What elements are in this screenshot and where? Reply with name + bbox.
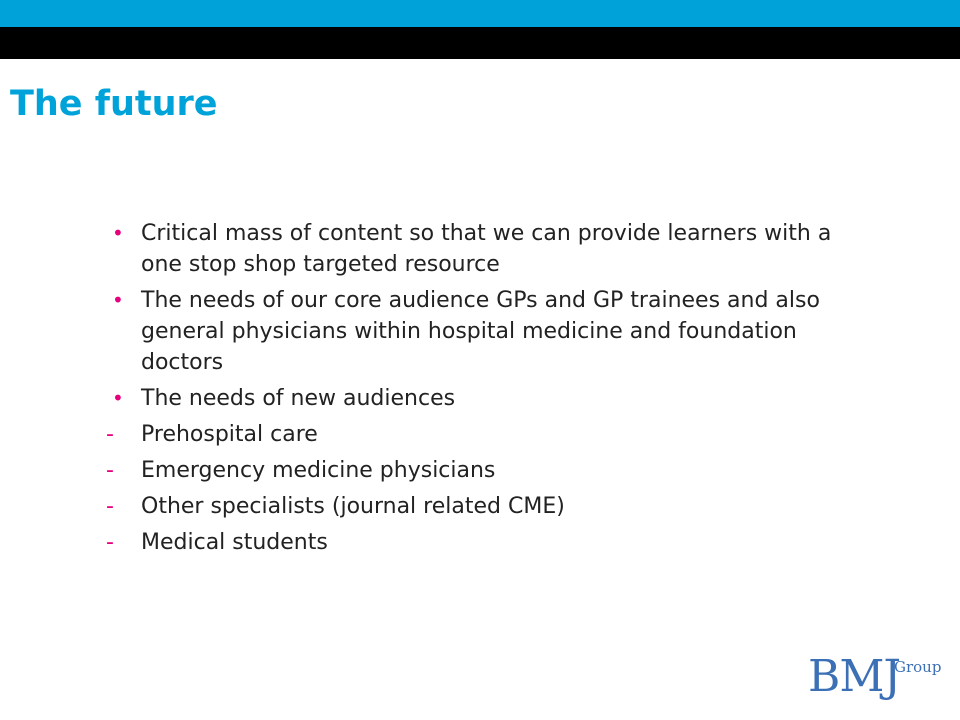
list-item-text: Other specialists (journal related CME) [141,494,565,519]
dash-icon: - [106,458,114,483]
list-item [106,527,866,558]
logo-wordmark: BMJ [808,651,901,702]
list-item-text: The needs of new audiences [141,386,456,411]
bullet-icon: • [112,288,124,312]
list-item-text: Critical mass of content so that we can provide learners with a one stop shop targeted resource [141,221,832,277]
header-black-band [0,27,960,59]
list-item [106,419,866,450]
dash-icon: - [106,530,114,555]
bmj-group-logo [808,650,948,710]
list-item [106,218,866,280]
dash-icon: - [106,494,114,519]
bullet-icon: • [112,386,124,410]
list-item [106,383,866,414]
bullet-list [106,218,866,563]
list-item-text: The needs of our core audience GPs and GP trainees and also general physicians within hospital medicine and foundation doctors [141,288,820,375]
list-item [106,455,866,486]
bullet-icon: • [112,221,124,245]
list-item [106,491,866,522]
list-item [106,285,866,378]
list-item-text: Prehospital care [141,422,318,447]
list-item-text: Emergency medicine physicians [141,458,496,483]
slide-title: The future [10,84,218,124]
header-blue-band [0,0,960,27]
logo-subtext: Group [894,658,942,676]
list-item-text: Medical students [141,530,328,555]
dash-icon: - [106,422,114,447]
